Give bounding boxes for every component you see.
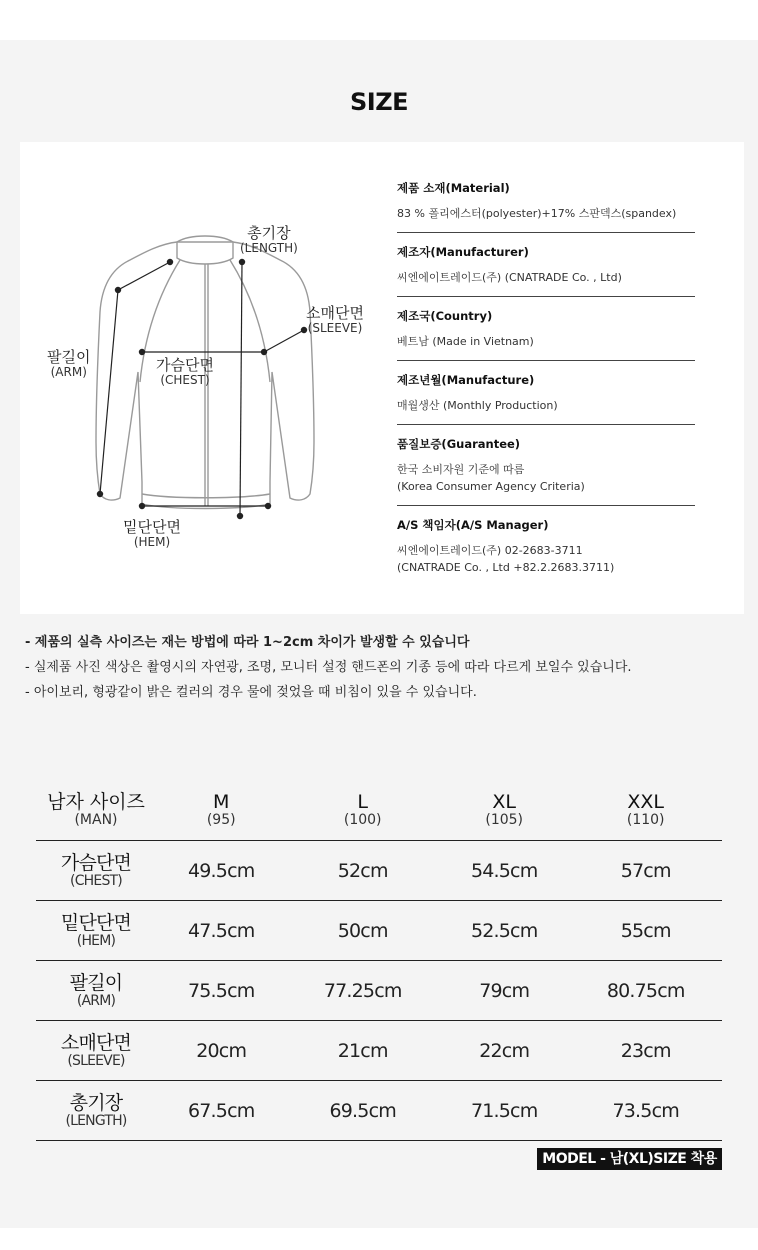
row-label: 가슴단면 (CHEST) [36,841,156,901]
page-title: SIZE [349,88,408,116]
table-cell: 52.5cm [439,901,569,961]
header-man-size: 남자 사이즈 (MAN) [36,780,156,841]
spec-guarantee: 품질보증(Guarantee) 한국 소비자원 기준에 따름 (Korea Consumer Agency Criteria) [397,436,695,506]
diagram-label-chest: 가슴단면 (CHEST) [156,356,214,387]
table-cell: 23cm [569,1021,722,1081]
note-line: - 실제품 사진 색상은 촬영시의 자연광, 조명, 모니터 설정 핸드폰의 기종 등에 따라 다르게 보일수 있습니다. [25,660,632,675]
table-cell: 73.5cm [569,1081,722,1141]
spec-manufacture-date: 제조년월(Manufacture) 매월생산 (Monthly Production) [397,372,695,425]
measurement-notes [25,630,632,705]
note-line: - 제품의 실측 사이즈는 재는 방법에 따라 1~2cm 차이가 발생할 수 있습니다 [25,635,470,650]
diagram-label-length: 총기장 (LENGTH) [240,224,298,255]
diagram-label-arm: 팔길이 (ARM) [47,348,91,379]
spec-manufacturer: 제조자(Manufacturer) 씨엔에이트레이드(주) (CNATRADE Co. , Ltd) [397,244,695,297]
table-cell: 47.5cm [156,901,286,961]
note-line: - 아이보리, 형광같이 밝은 컬러의 경우 물에 젖었을 때 비침이 있을 수 있습니다. [25,685,477,700]
diagram-label-hem: 밑단단면 (HEM) [123,518,181,549]
spec-material: 제품 소재(Material) 83 % 폴리에스터(polyester)+17% 스판덱스(spandex) [397,180,695,233]
table-cell: 79cm [439,961,569,1021]
table-row-hem [36,901,722,961]
size-col-m: M (95) [156,780,286,841]
table-row-length [36,1081,722,1141]
model-size-badge: MODEL - 남(XL)SIZE 착용 [537,1148,722,1170]
diagram-label-sleeve: 소매단면 (SLEEVE) [306,304,364,335]
table-cell: 52cm [286,841,439,901]
product-specs [397,180,695,597]
table-cell: 69.5cm [286,1081,439,1141]
table-row-chest [36,841,722,901]
table-cell: 57cm [569,841,722,901]
table-row-arm [36,961,722,1021]
table-cell: 54.5cm [439,841,569,901]
size-table [36,780,722,1141]
row-label: 소매단면 (SLEEVE) [36,1021,156,1081]
size-col-l: L (100) [286,780,439,841]
row-label: 총기장 (LENGTH) [36,1081,156,1141]
spec-country: 제조국(Country) 베트남 (Made in Vietnam) [397,308,695,361]
table-cell: 21cm [286,1021,439,1081]
row-label: 밑단단면 (HEM) [36,901,156,961]
size-col-xl: XL (105) [439,780,569,841]
table-row-sleeve [36,1021,722,1081]
table-cell: 80.75cm [569,961,722,1021]
size-col-xxl: XXL (110) [569,780,722,841]
table-cell: 67.5cm [156,1081,286,1141]
table-cell: 71.5cm [439,1081,569,1141]
table-cell: 50cm [286,901,439,961]
row-label: 팔길이 (ARM) [36,961,156,1021]
table-cell: 75.5cm [156,961,286,1021]
table-cell: 77.25cm [286,961,439,1021]
table-cell: 22cm [439,1021,569,1081]
table-cell: 55cm [569,901,722,961]
table-cell: 49.5cm [156,841,286,901]
size-table-header [36,780,722,841]
table-cell: 20cm [156,1021,286,1081]
spec-as-manager: A/S 책임자(A/S Manager) 씨엔에이트레이드(주) 02-2683-3711 (CNATRADE Co. , Ltd +82.2.2683.3711) [397,518,615,574]
product-info-card [20,142,744,614]
